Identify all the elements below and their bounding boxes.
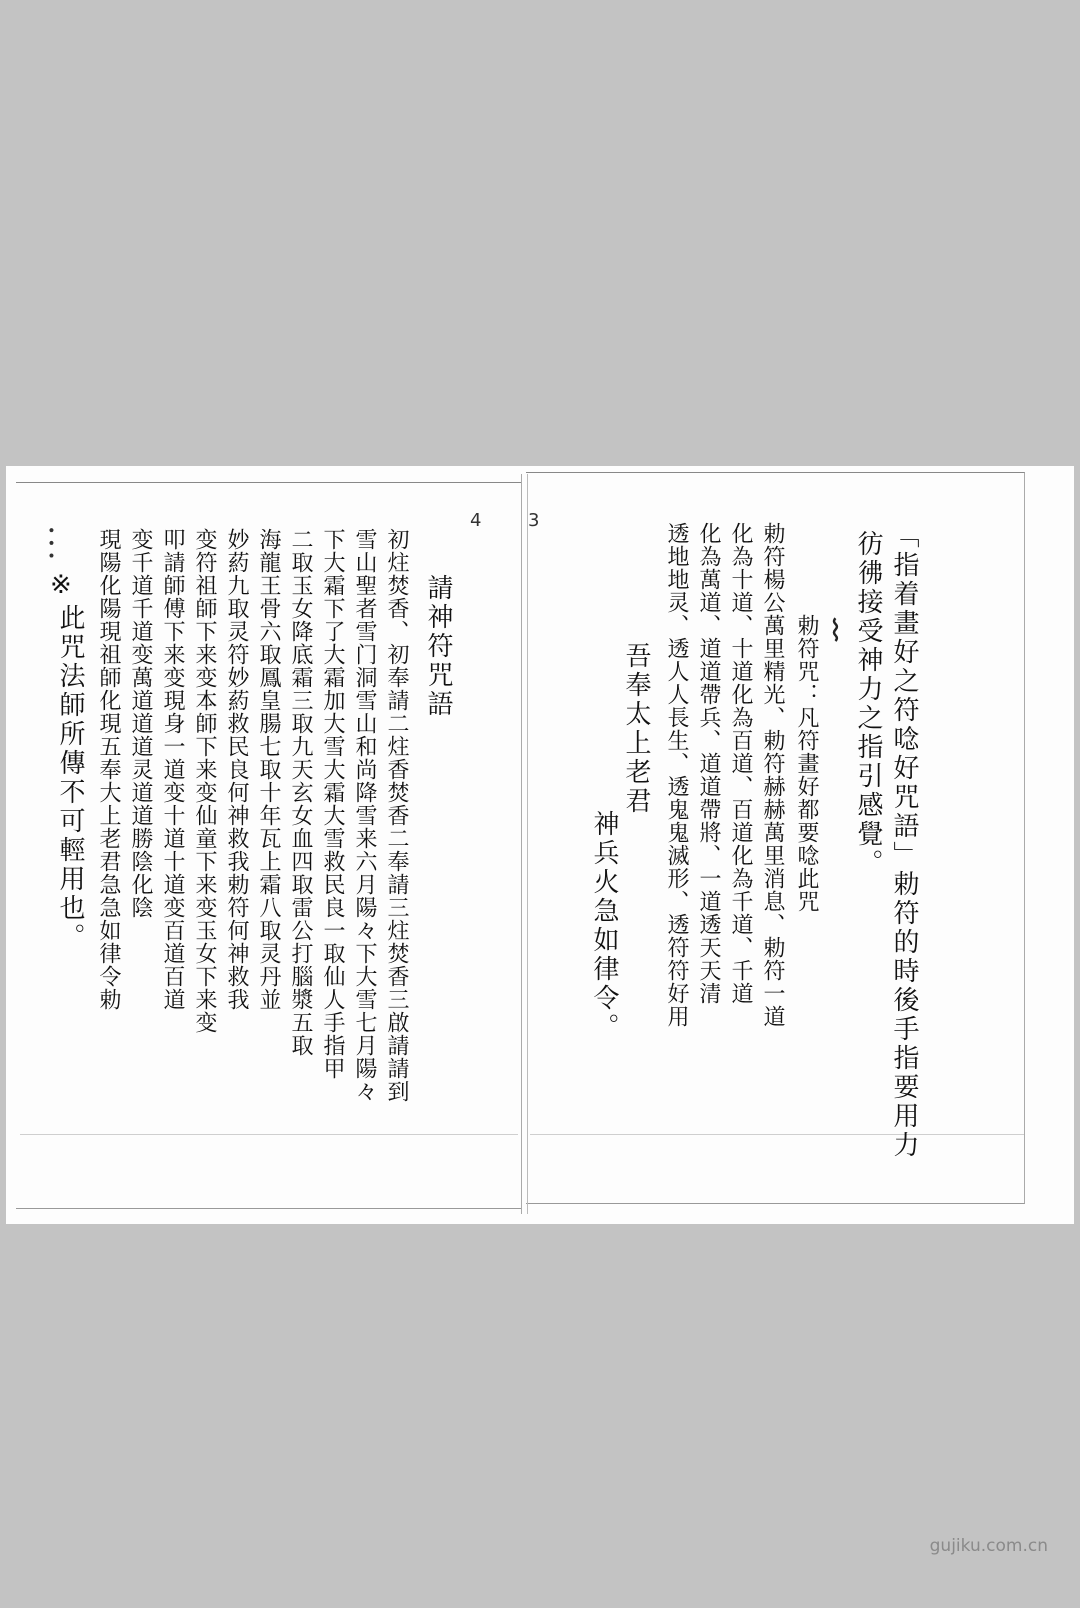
right-line-3: 勅符咒：凡符畫好都要唸此咒 [794, 614, 819, 913]
right-line-4: 勅符楊公萬里精光、勅符赫赫萬里消息、勅符一道 [760, 522, 785, 1028]
left-line-3: 下大霜下了大霜加大雪大霜大雪救民良一取仙人手指甲 [320, 528, 345, 1080]
book-gutter [521, 474, 528, 1214]
left-note: 此咒法師所傳不可輕用也。 [55, 604, 85, 952]
left-line-9: 变千道千道变萬道道道灵道道勝陰化陰 [128, 528, 153, 919]
left-line-6: 妙葯九取灵符妙葯救民良何神救我勅符何神救我 [224, 528, 249, 1011]
left-line-5: 海龍王骨六取鳳皇腸七取十年瓦上霜八取灵丹並 [256, 528, 281, 1011]
right-line-5: 化為十道、十道化為百道、百道化為千道、千道 [728, 522, 753, 1005]
left-page-number: 4 [470, 510, 482, 531]
right-page-number: 3 [528, 510, 540, 531]
left-line-4: 二取玉女降底霜三取九天玄女血四取雷公打腦漿五取 [288, 528, 313, 1057]
reference-mark: ※ [50, 570, 72, 600]
left-line-8: 叩請師傅下来变現身一道变十道十道变百道百道 [160, 528, 185, 1011]
left-line-2: 雪山聖者雪门洞雪山和尚降雪来六月陽々下大雪七月陽々 [352, 528, 377, 1103]
margin-dots: • • • [42, 526, 58, 560]
right-line-9: 神兵火急如律令。 [589, 810, 619, 1042]
left-line-7: 变符祖師下来变本師下来变仙童下来变玉女下来变 [192, 528, 217, 1034]
right-line-7: 透地地灵、透人人長生、透鬼鬼滅形、透符符好用 [664, 522, 689, 1028]
right-line-1: 「指着畫好之符唸好咒語」勅符的時後手指要用力 [889, 522, 919, 1160]
left-line-1: 初炷焚香、初奉請二炷香焚香二奉請三炷焚香三啟請請到 [384, 528, 409, 1103]
right-line-6: 化為萬道、道道帶兵、道道帶將、一道透天天清 [696, 522, 721, 1005]
site-watermark: gujiku.com.cn [929, 1536, 1048, 1556]
brace-mark: ⌇ [818, 614, 853, 649]
left-line-10: 現陽化陽現祖師化現五奉大上老君急急如律令勅 [96, 528, 121, 1011]
right-line-8: 吾奉太上老君 [621, 642, 651, 816]
right-bottom-rule [530, 1134, 1024, 1135]
left-page-title: 請神符咒語 [423, 574, 453, 719]
left-bottom-rule [20, 1134, 518, 1135]
scanned-book-spread [6, 466, 1074, 1224]
right-line-2: 彷彿接受神力之指引感覺。 [853, 530, 883, 878]
